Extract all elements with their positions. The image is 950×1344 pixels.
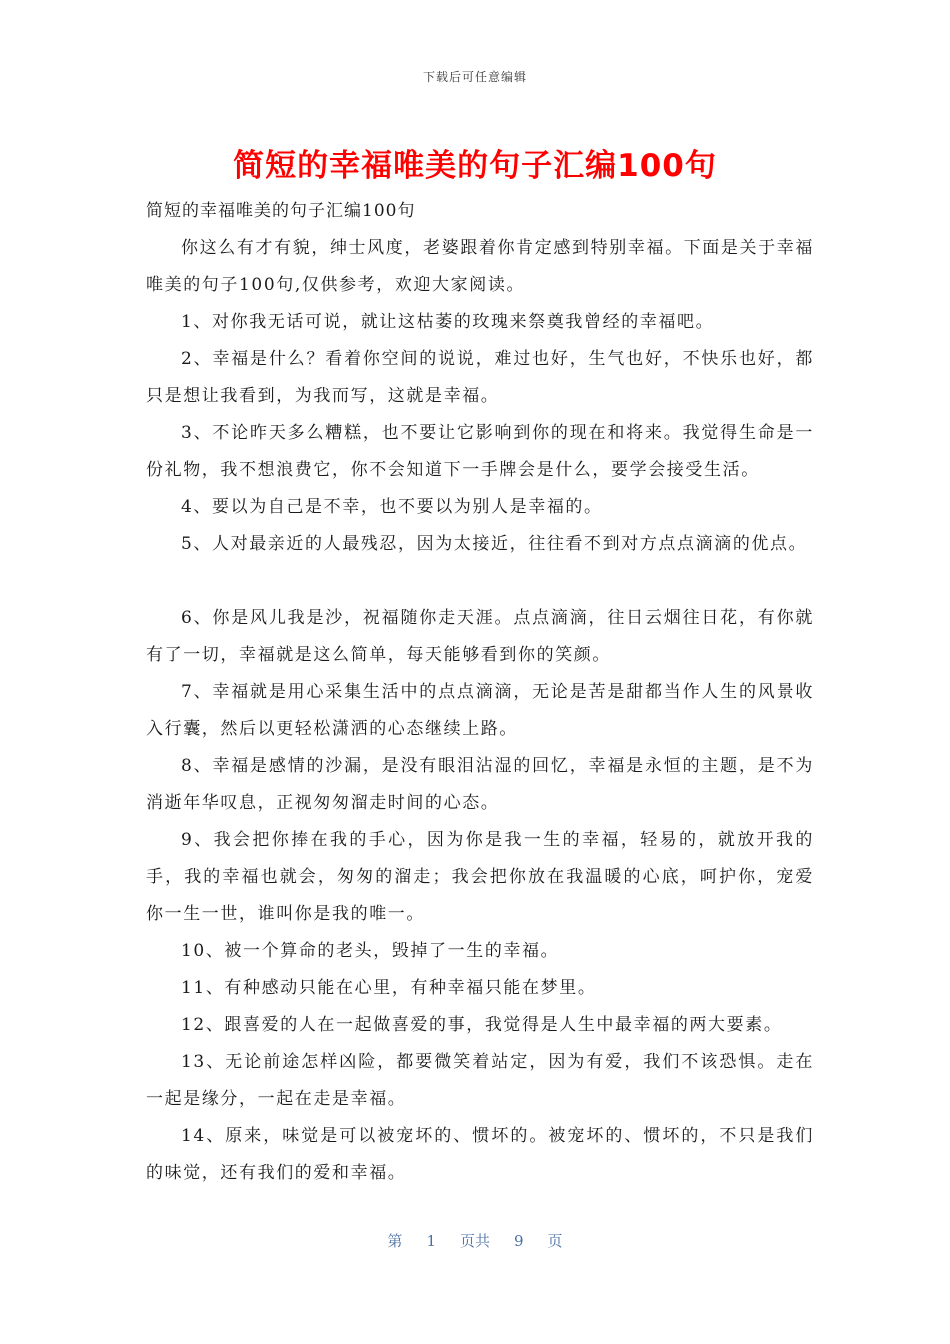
page-footer [0,1230,950,1251]
page-label-suffix: 页 [547,1232,563,1250]
page-number-current: 1 [426,1232,436,1250]
paragraph-gap [146,563,814,600]
list-item: 1、对你我无话可说，就让这枯萎的玫瑰来祭奠我曾经的幸福吧。 [181,312,715,332]
page-number-total: 9 [514,1232,524,1250]
list-item: 10、被一个算命的老头，毁掉了一生的幸福。 [181,941,560,961]
list-item: 12、跟喜爱的人在一起做喜爱的事，我觉得是人生中最幸福的两大要素。 [181,1015,783,1035]
document-title: 简短的幸福唯美的句子汇编100句 [233,148,717,184]
list-item: 7、幸福就是用心采集生活中的点点滴滴，无论是苦是甜都当作人生的风景收入行囊，然后以更轻松潇洒的心态继续上路。 [146,682,814,739]
document-body [146,230,814,1192]
page-label-prefix: 第 [387,1232,403,1250]
header-note: 下载后可任意编辑 [422,70,527,84]
list-item: 11、有种感动只能在心里，有种幸福只能在梦里。 [181,978,597,998]
document-subtitle: 简短的幸福唯美的句子汇编100句 [146,201,416,221]
list-item: 5、人对最亲近的人最残忍，因为太接近，往往看不到对方点点滴滴的优点。 [181,534,808,554]
intro-paragraph: 你这么有才有貌，绅士风度，老婆跟着你肯定感到特别幸福。下面是关于幸福唯美的句子100句,仅供参考，欢迎大家阅读。 [146,238,814,295]
list-item: 13、无论前途怎样凶险，都要微笑着站定，因为有爱，我们不该恐惧。走在一起是缘分，一起在走是幸福。 [146,1052,814,1109]
list-item: 9、我会把你捧在我的手心，因为你是我一生的幸福，轻易的，就放开我的手，我的幸福也就会，匆匆的溜走；我会把你放在我温暖的心底，呵护你，宠爱你一生一世，谁叫你是我的唯一。 [146,830,814,924]
list-item: 14、原来，味觉是可以被宠坏的、惯坏的。被宠坏的、惯坏的，不只是我们的味觉，还有我们的爱和幸福。 [146,1126,814,1183]
list-item: 3、不论昨天多么糟糕，也不要让它影响到你的现在和将来。我觉得生命是一份礼物，我不想浪费它，你不会知道下一手牌会是什么，要学会接受生活。 [146,423,814,480]
list-item: 8、幸福是感情的沙漏，是没有眼泪沾湿的回忆，幸福是永恒的主题，是不为消逝年华叹息，正视匆匆溜走时间的心态。 [146,756,814,813]
list-item: 4、要以为自己是不幸，也不要以为别人是幸福的。 [181,497,603,517]
list-item: 6、你是风儿我是沙，祝福随你走天涯。点点滴滴，往日云烟往日花，有你就有了一切，幸福就是这么简单，每天能够看到你的笑颜。 [146,608,814,665]
list-item: 2、幸福是什么？看着你空间的说说，难过也好，生气也好，不快乐也好，都只是想让我看到，为我而写，这就是幸福。 [146,349,814,406]
page-label-mid: 页共 [459,1232,490,1250]
